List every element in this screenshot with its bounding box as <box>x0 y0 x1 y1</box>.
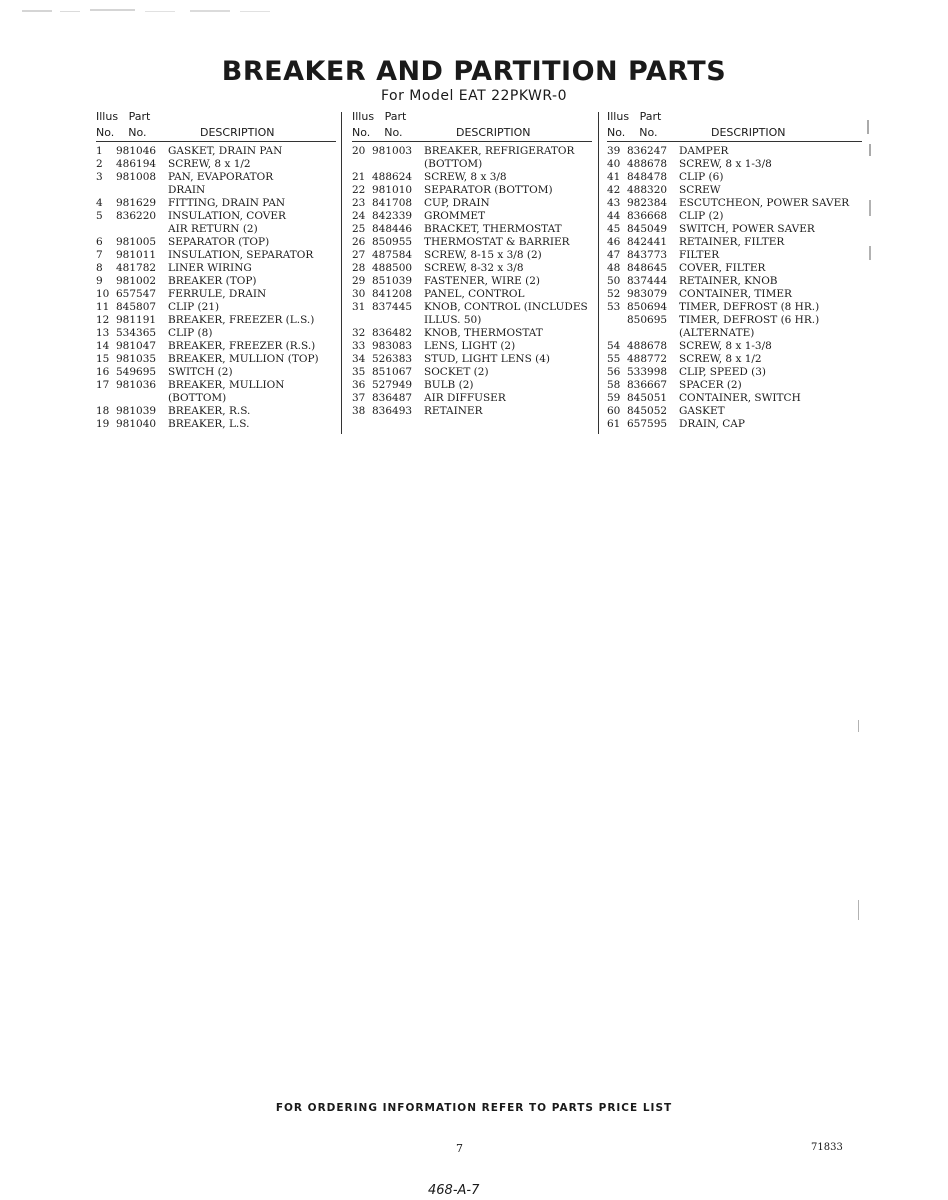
illus-number: 53 <box>607 301 621 313</box>
table-row <box>607 392 862 405</box>
table-row <box>607 184 862 197</box>
table-row <box>607 353 862 366</box>
illus-number: 39 <box>607 145 621 157</box>
part-description: SCREW, 8-32 x 3/8 <box>424 262 524 274</box>
table-row <box>607 145 862 158</box>
table-row <box>607 301 862 314</box>
table-row <box>96 405 336 418</box>
illus-part-label: Illus Part <box>96 110 151 123</box>
table-row <box>352 327 592 340</box>
part-description: SCREW, 8 x 1/2 <box>168 158 251 170</box>
illus-number <box>352 158 372 171</box>
part-description: (BOTTOM) <box>424 158 483 170</box>
illus-number: 34 <box>352 353 366 365</box>
part-number: 486194 <box>116 158 157 170</box>
part-number: 983079 <box>627 288 668 300</box>
no-labels: No. No. <box>607 126 658 139</box>
table-row <box>352 262 592 275</box>
table-row <box>607 340 862 353</box>
part-number: 851067 <box>372 366 413 378</box>
part-description: FASTENER, WIRE (2) <box>424 275 540 287</box>
illus-number: 61 <box>607 418 621 430</box>
parts-list <box>96 145 336 431</box>
illus-number <box>607 327 627 340</box>
part-description: GROMMET <box>424 210 486 222</box>
part-number: 981046 <box>116 145 157 157</box>
part-description: BREAKER, REFRIGERATOR <box>424 145 575 157</box>
part-description: TIMER, DEFROST (6 HR.) <box>679 314 820 326</box>
illus-number: 28 <box>352 262 366 274</box>
table-row <box>352 249 592 262</box>
part-description: SCREW, 8 x 1-3/8 <box>679 340 772 352</box>
table-row <box>96 392 336 405</box>
part-number: 657595 <box>627 418 668 430</box>
part-description: SCREW <box>679 184 721 196</box>
part-number: 533998 <box>627 366 668 378</box>
part-number: 850695 <box>627 314 668 326</box>
table-row <box>352 210 592 223</box>
table-row <box>352 288 592 301</box>
illus-number: 26 <box>352 236 366 248</box>
table-row <box>607 327 862 340</box>
table-row <box>352 353 592 366</box>
part-number: 488678 <box>627 158 668 170</box>
part-number: 843773 <box>627 249 668 261</box>
illus-number: 16 <box>96 366 110 378</box>
part-description: BREAKER, L.S. <box>168 418 250 430</box>
part-description: BRACKET, THERMOSTAT <box>424 223 562 235</box>
table-row <box>96 353 336 366</box>
illus-part-label: Illus Part <box>607 110 662 123</box>
part-description: SCREW, 8 x 3/8 <box>424 171 507 183</box>
part-number: 850955 <box>372 236 413 248</box>
table-row <box>607 405 862 418</box>
part-number <box>116 392 168 405</box>
part-description: SCREW, 8 x 1-3/8 <box>679 158 772 170</box>
part-description: SPACER (2) <box>679 379 742 391</box>
table-row <box>607 236 862 249</box>
illus-number: 12 <box>96 314 110 326</box>
part-number: 549695 <box>116 366 157 378</box>
part-number: 981005 <box>116 236 157 248</box>
table-row <box>352 275 592 288</box>
part-description: CLIP (21) <box>168 301 220 313</box>
table-row <box>96 301 336 314</box>
part-number <box>116 223 168 236</box>
part-number: 837444 <box>627 275 668 287</box>
illus-number: 5 <box>96 210 103 222</box>
illus-number: 23 <box>352 197 366 209</box>
illus-number: 8 <box>96 262 103 274</box>
table-row <box>607 314 862 327</box>
table-row <box>352 366 592 379</box>
illus-number: 50 <box>607 275 621 287</box>
table-row <box>607 171 862 184</box>
illus-number: 30 <box>352 288 366 300</box>
model-subtitle: For Model EAT 22PKWR-0 <box>380 88 568 104</box>
table-row <box>607 379 862 392</box>
part-description: DAMPER <box>679 145 729 157</box>
illus-number: 13 <box>96 327 110 339</box>
part-description: KNOB, THERMOSTAT <box>424 327 543 339</box>
table-row <box>352 171 592 184</box>
part-number <box>627 327 679 340</box>
illus-number <box>96 392 116 405</box>
table-row <box>96 197 336 210</box>
part-number: 981035 <box>116 353 157 365</box>
part-description: ILLUS. 50) <box>424 314 482 326</box>
part-description: BREAKER (TOP) <box>168 275 257 287</box>
part-description: PAN, EVAPORATOR <box>168 171 274 183</box>
part-number: 657547 <box>116 288 157 300</box>
part-number: 487584 <box>372 249 413 261</box>
illus-number: 1 <box>96 145 103 157</box>
page-number: 7 <box>456 1142 463 1155</box>
table-row <box>352 405 592 418</box>
part-description: COVER, FILTER <box>679 262 766 274</box>
part-number: 836247 <box>627 145 668 157</box>
part-number: 836487 <box>372 392 413 404</box>
part-description: BULB (2) <box>424 379 474 391</box>
part-number: 981011 <box>116 249 157 261</box>
table-row <box>607 288 862 301</box>
table-row <box>607 418 862 431</box>
illus-number: 25 <box>352 223 366 235</box>
illus-number <box>607 314 627 327</box>
part-description: BREAKER, MULLION (TOP) <box>168 353 319 365</box>
document-number: 71833 <box>811 1142 843 1153</box>
table-row <box>607 210 862 223</box>
part-number: 488500 <box>372 262 413 274</box>
parts-list <box>352 145 592 418</box>
table-row <box>607 197 862 210</box>
part-description: (ALTERNATE) <box>679 327 755 339</box>
table-row <box>352 158 592 171</box>
table-row <box>607 366 862 379</box>
part-number: 848645 <box>627 262 668 274</box>
illus-number: 56 <box>607 366 621 378</box>
illus-number: 22 <box>352 184 366 196</box>
part-description: RETAINER, FILTER <box>679 236 785 248</box>
table-row <box>96 210 336 223</box>
part-description: CONTAINER, TIMER <box>679 288 792 300</box>
part-number <box>372 314 424 327</box>
table-row <box>96 275 336 288</box>
part-number: 981039 <box>116 405 157 417</box>
part-description: THERMOSTAT & BARRIER <box>424 236 570 248</box>
part-number: 527949 <box>372 379 413 391</box>
part-description: CUP, DRAIN <box>424 197 490 209</box>
description-header: DESCRIPTION <box>456 126 531 139</box>
parts-list <box>607 145 862 431</box>
part-number: 488320 <box>627 184 668 196</box>
part-number: 850694 <box>627 301 668 313</box>
part-description: (BOTTOM) <box>168 392 227 404</box>
part-number: 851039 <box>372 275 413 287</box>
part-description: STUD, LIGHT LENS (4) <box>424 353 550 365</box>
part-number: 481782 <box>116 262 157 274</box>
ordering-note: FOR ORDERING INFORMATION REFER TO PARTS PRICE LIST <box>275 1102 673 1114</box>
column-header <box>96 110 336 141</box>
part-description: AIR DIFFUSER <box>424 392 506 404</box>
illus-number: 52 <box>607 288 621 300</box>
part-number: 488678 <box>627 340 668 352</box>
illus-number: 27 <box>352 249 366 261</box>
part-description: SEPARATOR (TOP) <box>168 236 270 248</box>
part-description: INSULATION, SEPARATOR <box>168 249 314 261</box>
illus-number <box>96 223 116 236</box>
part-description: KNOB, CONTROL (INCLUDES <box>424 301 588 313</box>
parts-column-1 <box>96 110 336 431</box>
parts-column-3 <box>607 110 862 431</box>
part-number: 842339 <box>372 210 413 222</box>
part-description: LENS, LIGHT (2) <box>424 340 516 352</box>
illus-number: 45 <box>607 223 621 235</box>
part-number: 836220 <box>116 210 157 222</box>
illus-number: 38 <box>352 405 366 417</box>
illus-number: 33 <box>352 340 366 352</box>
part-description: INSULATION, COVER <box>168 210 286 222</box>
illus-number: 21 <box>352 171 366 183</box>
illus-number: 2 <box>96 158 103 170</box>
part-description: LINER WIRING <box>168 262 252 274</box>
table-row <box>352 340 592 353</box>
illus-number: 44 <box>607 210 621 222</box>
part-description: BREAKER, FREEZER (L.S.) <box>168 314 315 326</box>
table-row <box>96 327 336 340</box>
illus-number: 20 <box>352 145 366 157</box>
part-description: ESCUTCHEON, POWER SAVER <box>679 197 850 209</box>
part-description: CLIP (2) <box>679 210 724 222</box>
table-row <box>96 379 336 392</box>
illus-number: 60 <box>607 405 621 417</box>
table-row <box>96 171 336 184</box>
no-labels: No. No. <box>96 126 147 139</box>
part-description: CLIP, SPEED (3) <box>679 366 766 378</box>
illus-number: 46 <box>607 236 621 248</box>
scan-noise <box>20 6 280 18</box>
part-number: 982384 <box>627 197 668 209</box>
part-number: 848478 <box>627 171 668 183</box>
part-number: 837445 <box>372 301 413 313</box>
illus-number: 54 <box>607 340 621 352</box>
part-number: 841708 <box>372 197 413 209</box>
part-number: 836493 <box>372 405 413 417</box>
part-number: 836482 <box>372 327 413 339</box>
illus-number: 17 <box>96 379 110 391</box>
table-row <box>352 223 592 236</box>
part-description: SWITCH, POWER SAVER <box>679 223 815 235</box>
part-number: 981047 <box>116 340 157 352</box>
part-number: 983083 <box>372 340 413 352</box>
illus-number: 47 <box>607 249 621 261</box>
part-number: 488624 <box>372 171 413 183</box>
illus-number: 19 <box>96 418 110 430</box>
table-row <box>607 275 862 288</box>
header-rule <box>352 141 592 142</box>
part-number: 981008 <box>116 171 157 183</box>
illus-number: 10 <box>96 288 110 300</box>
part-number: 836668 <box>627 210 668 222</box>
part-description: SEPARATOR (BOTTOM) <box>424 184 553 196</box>
part-description: TIMER, DEFROST (8 HR.) <box>679 301 820 313</box>
illus-number: 29 <box>352 275 366 287</box>
part-description: BREAKER, FREEZER (R.S.) <box>168 340 316 352</box>
illus-number: 55 <box>607 353 621 365</box>
illus-number: 48 <box>607 262 621 274</box>
illus-number: 7 <box>96 249 103 261</box>
table-row <box>96 145 336 158</box>
part-number: 981191 <box>116 314 157 326</box>
table-row <box>96 340 336 353</box>
table-row <box>352 314 592 327</box>
part-description: FITTING, DRAIN PAN <box>168 197 286 209</box>
table-row <box>96 314 336 327</box>
table-row <box>352 236 592 249</box>
part-description: RETAINER, KNOB <box>679 275 778 287</box>
illus-number: 58 <box>607 379 621 391</box>
table-row <box>607 249 862 262</box>
illus-number: 32 <box>352 327 366 339</box>
part-description: RETAINER <box>424 405 483 417</box>
illus-number: 24 <box>352 210 366 222</box>
part-description: CLIP (6) <box>679 171 724 183</box>
illus-number: 40 <box>607 158 621 170</box>
part-description: DRAIN <box>168 184 206 196</box>
illus-number: 31 <box>352 301 366 313</box>
table-row <box>96 236 336 249</box>
part-number <box>372 158 424 171</box>
table-row <box>352 197 592 210</box>
parts-column-2 <box>352 110 592 418</box>
illus-number: 4 <box>96 197 103 209</box>
illus-number: 14 <box>96 340 110 352</box>
page-title: BREAKER AND PARTITION PARTS <box>221 56 727 87</box>
column-header <box>352 110 592 141</box>
column-divider <box>341 112 342 434</box>
table-row <box>96 366 336 379</box>
table-row <box>96 223 336 236</box>
handwritten-note: 468-A-7 <box>428 1183 480 1198</box>
part-number: 526383 <box>372 353 413 365</box>
illus-number <box>96 184 116 197</box>
table-row <box>352 392 592 405</box>
part-description: GASKET, DRAIN PAN <box>168 145 283 157</box>
header-rule <box>607 141 862 142</box>
part-description: PANEL, CONTROL <box>424 288 525 300</box>
part-number: 981629 <box>116 197 157 209</box>
part-description: BREAKER, R.S. <box>168 405 251 417</box>
illus-number: 36 <box>352 379 366 391</box>
part-description: CLIP (8) <box>168 327 213 339</box>
column-divider <box>598 112 599 434</box>
part-number: 848446 <box>372 223 413 235</box>
table-row <box>352 379 592 392</box>
part-number: 981040 <box>116 418 157 430</box>
illus-number: 41 <box>607 171 621 183</box>
illus-number <box>352 314 372 327</box>
part-number: 845049 <box>627 223 668 235</box>
table-row <box>96 262 336 275</box>
illus-number: 43 <box>607 197 621 209</box>
table-row <box>352 184 592 197</box>
part-description: SCREW, 8-15 x 3/8 (2) <box>424 249 542 261</box>
part-description: FILTER <box>679 249 720 261</box>
illus-number: 6 <box>96 236 103 248</box>
part-description: GASKET <box>679 405 725 417</box>
table-row <box>96 158 336 171</box>
illus-number: 59 <box>607 392 621 404</box>
table-row <box>96 249 336 262</box>
illus-number: 3 <box>96 171 103 183</box>
part-description: FERRULE, DRAIN <box>168 288 267 300</box>
part-number: 981010 <box>372 184 413 196</box>
part-number: 488772 <box>627 353 668 365</box>
part-number: 845052 <box>627 405 668 417</box>
part-description: SWITCH (2) <box>168 366 233 378</box>
part-description: CONTAINER, SWITCH <box>679 392 801 404</box>
part-number: 981003 <box>372 145 413 157</box>
table-row <box>607 223 862 236</box>
part-number <box>116 184 168 197</box>
part-description: DRAIN, CAP <box>679 418 745 430</box>
part-description: SCREW, 8 x 1/2 <box>679 353 762 365</box>
description-header: DESCRIPTION <box>200 126 275 139</box>
illus-number: 18 <box>96 405 110 417</box>
illus-number: 11 <box>96 301 110 313</box>
part-number: 842441 <box>627 236 668 248</box>
part-number: 534365 <box>116 327 157 339</box>
table-row <box>96 288 336 301</box>
part-number: 845051 <box>627 392 668 404</box>
part-description: AIR RETURN (2) <box>168 223 258 235</box>
part-number: 836667 <box>627 379 668 391</box>
illus-number: 9 <box>96 275 103 287</box>
table-row <box>607 158 862 171</box>
table-row <box>96 184 336 197</box>
illus-part-label: Illus Part <box>352 110 407 123</box>
illus-number: 37 <box>352 392 366 404</box>
table-row <box>607 262 862 275</box>
table-row <box>352 301 592 314</box>
table-row <box>96 418 336 431</box>
description-header: DESCRIPTION <box>711 126 786 139</box>
part-number: 981036 <box>116 379 157 391</box>
scan-edge-marks <box>858 120 874 1120</box>
part-description: SOCKET (2) <box>424 366 489 378</box>
illus-number: 15 <box>96 353 110 365</box>
illus-number: 35 <box>352 366 366 378</box>
illus-number: 42 <box>607 184 621 196</box>
no-labels: No. No. <box>352 126 403 139</box>
part-number: 845807 <box>116 301 157 313</box>
part-number: 981002 <box>116 275 157 287</box>
table-row <box>352 145 592 158</box>
part-number: 841208 <box>372 288 413 300</box>
header-rule <box>96 141 336 142</box>
column-header <box>607 110 862 141</box>
part-description: BREAKER, MULLION <box>168 379 285 391</box>
